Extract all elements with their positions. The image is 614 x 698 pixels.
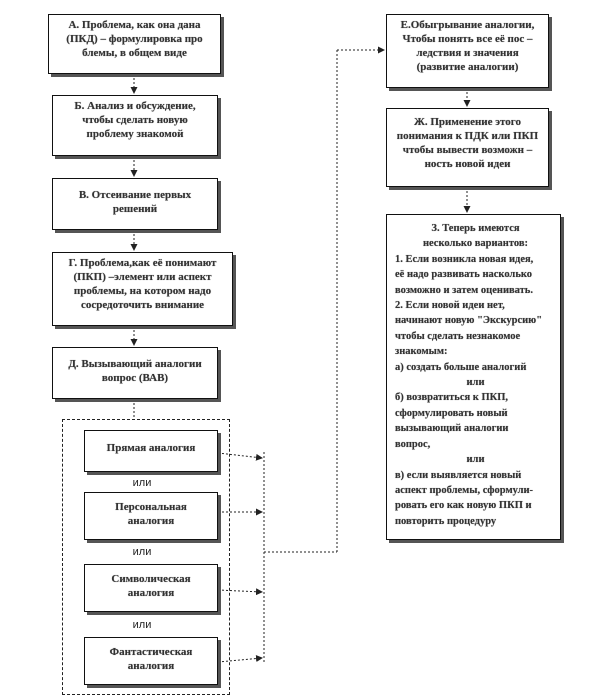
box-v-line: В. Отсеивание первых bbox=[78, 189, 192, 201]
box-z-line: З. Теперь имеются bbox=[431, 223, 520, 234]
personal-analogy-line: аналогия bbox=[127, 515, 175, 527]
box-d-line: вопрос (ВАВ) bbox=[101, 372, 169, 384]
box-z-line: 2. Если новой идеи нет, bbox=[395, 300, 505, 312]
or-label: или bbox=[132, 546, 152, 558]
box-z-variants bbox=[386, 214, 561, 540]
box-b-analysis bbox=[52, 95, 218, 156]
box-zh-line: Ж. Применение этого bbox=[413, 116, 522, 128]
box-b-line: чтобы сделать новую bbox=[82, 114, 188, 126]
box-a-line: (ПКД) – формулировка про bbox=[66, 33, 203, 45]
box-a-line: А. Проблема, как она дана bbox=[68, 19, 201, 31]
fantastic-analogy-line: Фантастическая bbox=[109, 646, 193, 658]
box-e-line: Е.Обыгрывание аналогии, bbox=[400, 19, 535, 31]
box-z-line: несколько вариантов: bbox=[422, 238, 529, 250]
box-z-line: а) создать больше аналогий bbox=[395, 361, 527, 373]
box-z-line: знакомым: bbox=[395, 346, 448, 358]
box-z-line: 1. Если возникла новая идея, bbox=[395, 253, 534, 265]
box-personal-analogy bbox=[84, 492, 218, 540]
box-g-line: (ПКП) –элемент или аспект bbox=[73, 271, 212, 283]
box-z-line: в) если выявляется новый bbox=[395, 469, 522, 481]
box-z-line: или bbox=[466, 377, 485, 389]
symbolic-analogy-line: Символическая bbox=[111, 573, 191, 585]
box-z-line: вызывающий аналогии bbox=[395, 423, 509, 435]
box-symbolic-analogy bbox=[84, 564, 218, 612]
box-g-problem-as-understood bbox=[52, 252, 233, 326]
box-z-line: или bbox=[466, 454, 485, 466]
symbolic-analogy-line: аналогия bbox=[127, 587, 175, 599]
box-zh-application bbox=[386, 108, 549, 187]
box-z-line: вопрос, bbox=[395, 438, 431, 450]
box-e-line: ледствия и значения bbox=[416, 47, 519, 59]
box-g-line: сосредоточить внимание bbox=[80, 299, 205, 311]
box-zh-line: понимания к ПДК или ПКП bbox=[396, 130, 539, 142]
box-b-line: Б. Анализ и обсуждение, bbox=[74, 100, 196, 112]
box-d-evocative-question bbox=[52, 347, 218, 399]
box-z-line: её надо развивать насколько bbox=[395, 269, 533, 281]
box-z-line: ровать его как новую ПКП и bbox=[395, 500, 532, 512]
personal-analogy-line: Персональная bbox=[115, 501, 187, 513]
box-zh-line: чтобы вывести возможн – bbox=[402, 144, 533, 156]
box-direct-analogy bbox=[84, 430, 218, 472]
box-z-line: возможно и затем оценивать. bbox=[395, 284, 533, 296]
box-z-line: начинают новую "Экскурсию" bbox=[395, 315, 543, 327]
box-e-playing-with-analogy bbox=[386, 14, 549, 88]
box-z-line: б) возвратиться к ПКП, bbox=[395, 392, 509, 404]
box-v-line: решений bbox=[112, 203, 158, 215]
box-g-line: проблемы, на котором надо bbox=[73, 285, 212, 297]
box-a-line: блемы, в общем виде bbox=[82, 47, 187, 59]
box-zh-line: ность новой идеи bbox=[424, 158, 511, 170]
box-d-line: Д. Вызывающий аналогии bbox=[68, 358, 202, 370]
box-z-line: чтобы сделать незнакомое bbox=[395, 330, 521, 342]
direct-analogy-label: Прямая аналогия bbox=[106, 442, 196, 454]
box-e-line: (развитие аналогии) bbox=[416, 61, 519, 73]
or-label: или bbox=[132, 477, 152, 489]
box-e-line: Чтобы понять все её пос – bbox=[402, 33, 533, 45]
fantastic-analogy-line: аналогия bbox=[127, 660, 175, 672]
box-fantastic-analogy bbox=[84, 637, 218, 685]
box-z-line: повторить процедуру bbox=[395, 515, 497, 527]
box-g-line: Г. Проблема,как её понимают bbox=[68, 257, 217, 269]
box-v-screening bbox=[52, 178, 218, 230]
box-z-line: сформулировать новый bbox=[395, 407, 508, 419]
box-z-line: аспект проблемы, сформули- bbox=[395, 484, 534, 496]
or-label: или bbox=[132, 619, 152, 631]
box-b-line: проблему знакомой bbox=[86, 128, 184, 140]
box-a-problem-as-given bbox=[48, 14, 221, 74]
